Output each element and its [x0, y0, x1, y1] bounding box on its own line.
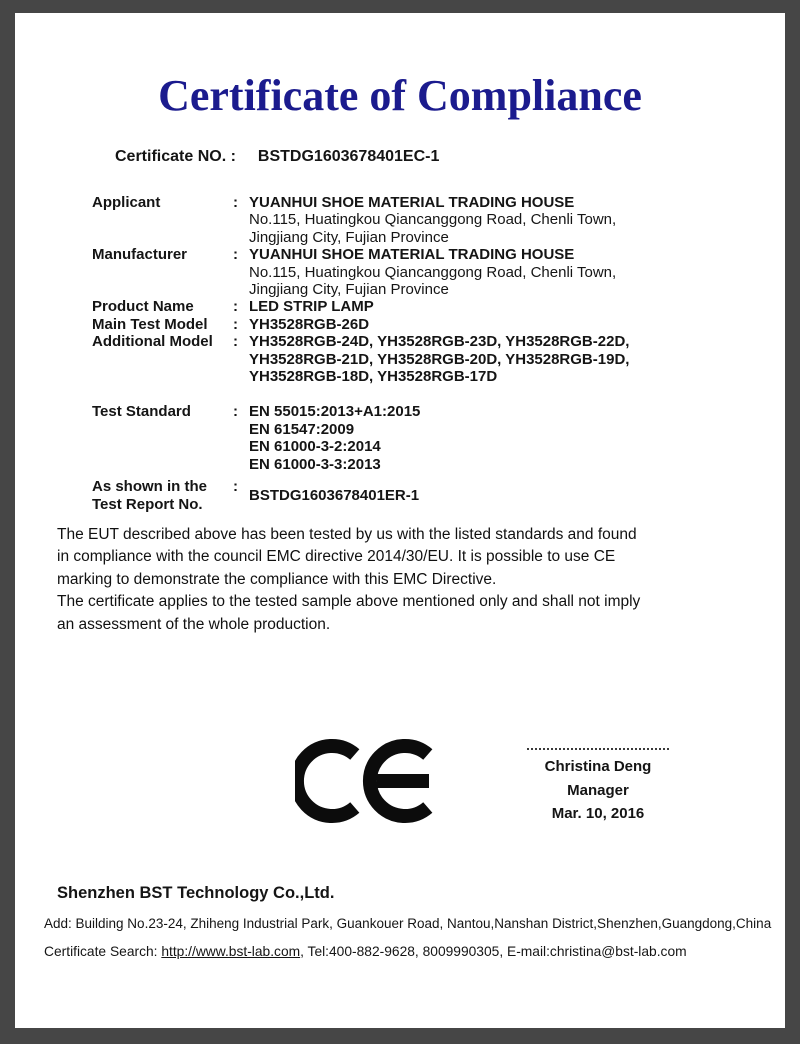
certificate-search-link[interactable]: http://www.bst-lab.com [161, 944, 301, 959]
field-value-additional-model [249, 333, 785, 385]
field-value-test-standard [249, 403, 785, 473]
signatory-role: Manager [567, 781, 629, 799]
footer-address: Add: Building No.23-24, Zhiheng Industrial Park, Guankouer Road, Nantou,Nanshan District,Shenzhen,Guangdong,China [44, 916, 772, 931]
test-report-value: BSTDG1603678401ER-1 [249, 486, 420, 504]
field-label-applicant: Applicant [92, 194, 161, 211]
footer-contact-line [44, 944, 687, 959]
footer-company-name: Shenzhen BST Technology Co.,Ltd. [57, 884, 335, 902]
field-value-product-name [249, 298, 785, 315]
certificate-number-label: Certificate NO. : [115, 148, 236, 165]
statement-line5: an assessment of the whole production. [57, 615, 331, 633]
field-label-product-name: Product Name [92, 298, 194, 316]
product-name-value: LED STRIP LAMP [249, 298, 374, 316]
field-colon: : [233, 478, 238, 496]
signature-dotted-line [527, 748, 669, 750]
field-label-test-report [92, 478, 233, 513]
compliance-statement [57, 524, 640, 636]
field-row-product-name [15, 298, 785, 315]
certificate-number-value: BSTDG1603678401EC-1 [257, 148, 440, 165]
field-value-manufacturer [249, 246, 785, 298]
test-standard-line4: EN 61000-3-3:2013 [249, 455, 381, 473]
statement-line1: The EUT described above has been tested by us with the listed standards and found [57, 526, 637, 543]
field-label-main-test-model: Main Test Model [92, 315, 208, 333]
page-title: Certificate of Compliance [158, 71, 642, 120]
field-colon: : [233, 194, 238, 211]
field-row-manufacturer [15, 246, 785, 298]
signature-block [515, 748, 681, 826]
certificate-number-row [115, 148, 439, 166]
signatory-name: Christina Deng [544, 758, 652, 775]
field-value-test-report [249, 487, 785, 504]
field-colon: : [233, 315, 238, 333]
field-colon: : [233, 333, 238, 351]
applicant-address-line1: No.115, Huatingkou Qiancanggong Road, Chenli Town, [249, 211, 617, 229]
applicant-address-line2: Jingjiang City, Fujian Province [249, 228, 449, 246]
field-colon: : [233, 298, 238, 316]
field-value-main-test-model [249, 316, 785, 333]
field-label-test-standard: Test Standard [92, 403, 191, 421]
test-standard-line1: EN 55015:2013+A1:2015 [249, 403, 421, 421]
additional-model-line1: YH3528RGB-24D, YH3528RGB-23D, YH3528RGB-22D, [249, 333, 630, 351]
field-row-additional-model [15, 333, 785, 385]
field-label-manufacturer: Manufacturer [92, 246, 188, 264]
field-row-main-test-model [15, 316, 785, 333]
field-value-applicant [249, 194, 785, 246]
additional-model-line3: YH3528RGB-18D, YH3528RGB-17D [249, 368, 498, 386]
field-row-applicant [15, 194, 785, 246]
certificate-fields [15, 194, 785, 513]
field-label-additional-model: Additional Model [92, 333, 213, 351]
certificate-search-label: Certificate Search: [44, 944, 162, 959]
test-report-label-line2: Test Report No. [92, 495, 203, 513]
field-row-test-standard [15, 403, 785, 473]
certificate-page [15, 13, 785, 1028]
field-row-test-report [15, 478, 785, 513]
manufacturer-address-line1: No.115, Huatingkou Qiancanggong Road, Chenli Town, [249, 263, 617, 281]
ce-mark-icon [295, 729, 443, 833]
statement-line2: in compliance with the council EMC directive 2014/30/EU. It is possible to use CE [57, 548, 616, 566]
main-test-model-value: YH3528RGB-26D [249, 315, 370, 333]
field-colon: : [233, 403, 238, 421]
applicant-name: YUANHUI SHOE MATERIAL TRADING HOUSE [249, 194, 575, 211]
statement-line3: marking to demonstrate the compliance with this EMC Directive. [57, 570, 497, 588]
test-standard-line3: EN 61000-3-2:2014 [249, 438, 381, 456]
manufacturer-name: YUANHUI SHOE MATERIAL TRADING HOUSE [249, 246, 575, 264]
statement-line4: The certificate applies to the tested sample above mentioned only and shall not imply [57, 593, 641, 611]
additional-model-line2: YH3528RGB-21D, YH3528RGB-20D, YH3528RGB-19D, [249, 350, 630, 368]
test-report-label-line1: As shown in the [92, 478, 208, 496]
footer-contact-text: , Tel:400-882-9628, 8009990305, E-mail:christina@bst-lab.com [300, 944, 687, 959]
field-colon: : [233, 246, 238, 264]
manufacturer-address-line2: Jingjiang City, Fujian Province [249, 281, 449, 299]
signature-date: Mar. 10, 2016 [551, 805, 645, 822]
test-standard-line2: EN 61547:2009 [249, 420, 355, 438]
